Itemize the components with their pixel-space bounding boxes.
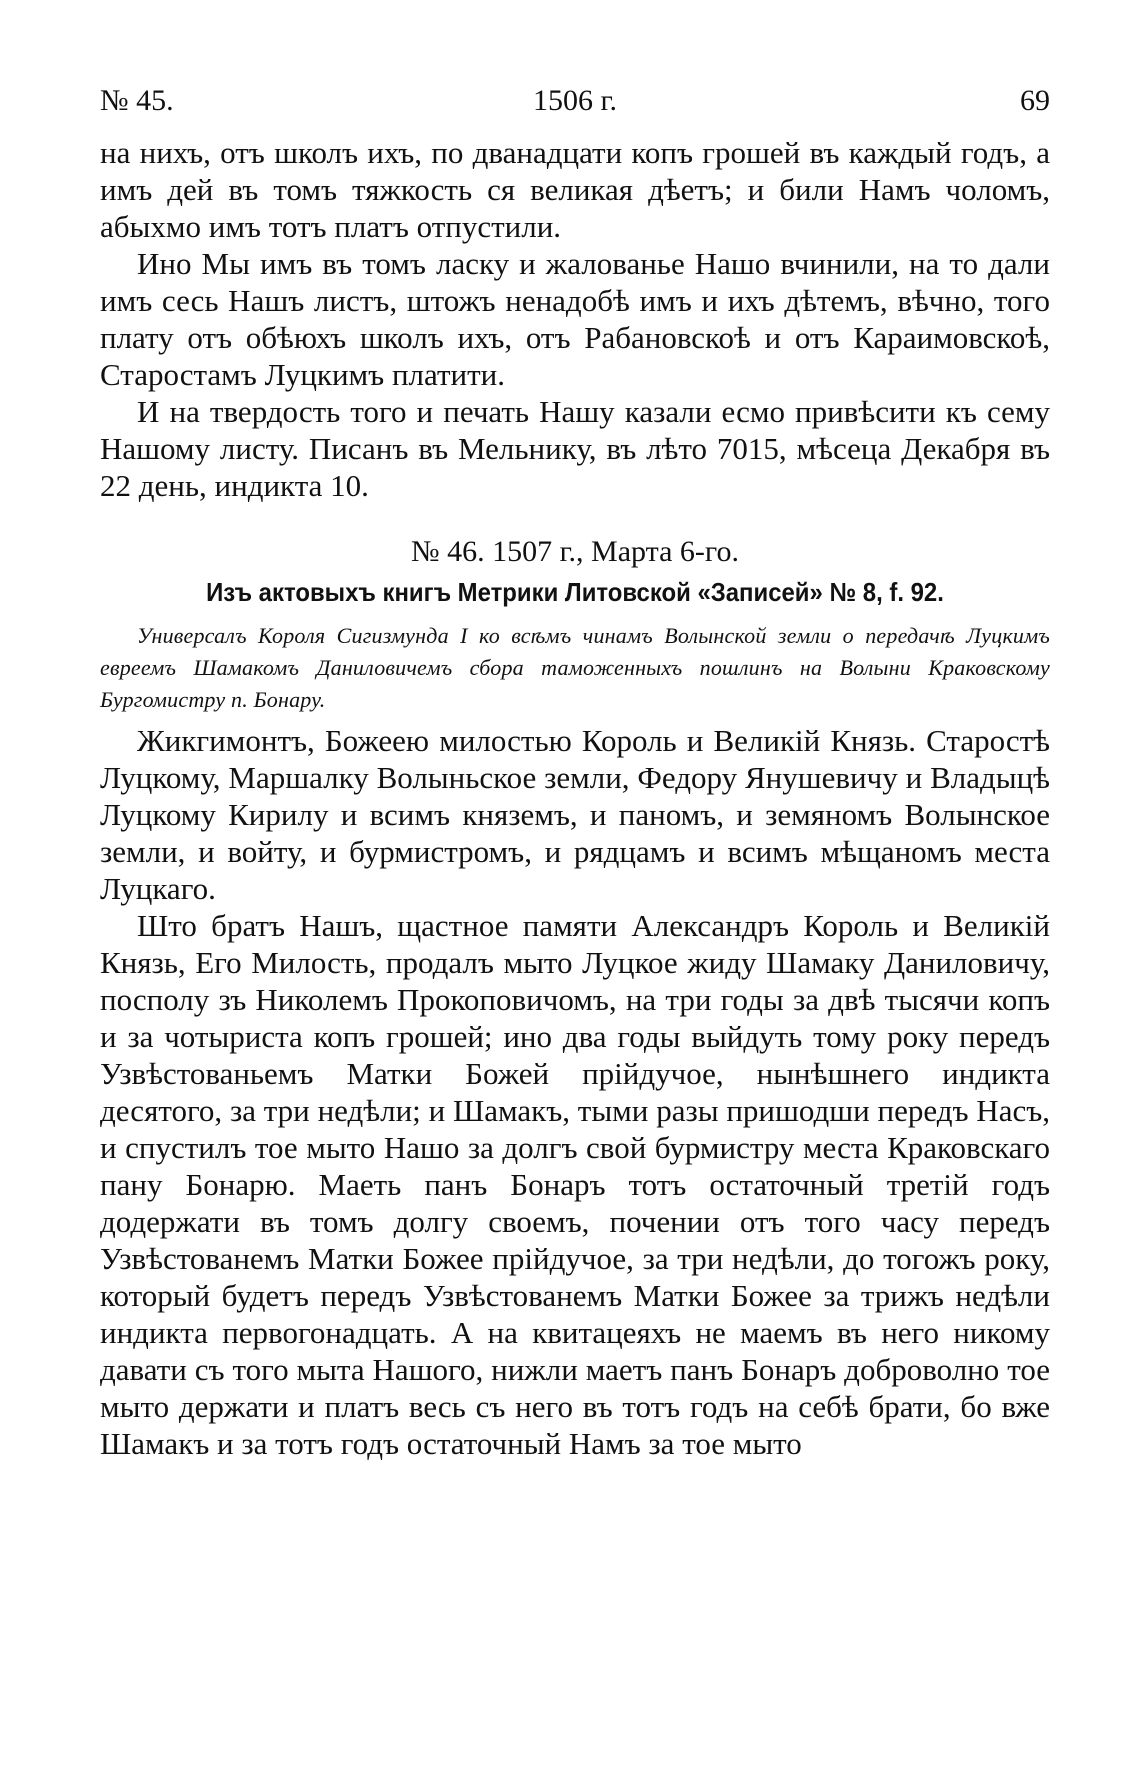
- header-page-number: 69: [1020, 84, 1050, 117]
- doc46-body: [100, 722, 1050, 1462]
- document-page: [100, 84, 1050, 1462]
- doc45-paragraph: на нихъ, отъ школъ ихъ, по дванадцати копъ грошей въ каждый годъ, а имъ дей въ томъ тяжкость ся великая дѣетъ; и били Намъ чоломъ, абыхмо имъ тотъ платъ отпустили.: [100, 135, 1050, 244]
- doc45-paragraph: Ино Мы имъ въ томъ ласку и жалованье Нашо вчинили, на то дали имъ сесь Нашъ листъ, штожъ ненадобѣ имъ и ихъ дѣтемъ, вѣчно, того плату отъ обѣюхъ школъ ихъ, отъ Рабановскоѣ и отъ Караимовскоѣ, Старостамъ Луцкимъ платити.: [100, 246, 1050, 392]
- doc46-paragraph: Што братъ Нашъ, щастное памяти Александръ Король и Великій Князь, Его Милость, продалъ мыто Луцкое жиду Шамаку Даниловичу, посполу зъ Николемъ Прокоповичомъ, на три годы за двѣ тысячи копъ и за чотыриста копъ грошей; ино два годы выйдуть тому року передъ Узвѣстованьемъ Матки Божей прійдучое, нынѣшнего индикта десятого, за три недѣли; и Шамакъ, тыми разы пришодши передъ Насъ, и спустилъ тое мыто Нашо за долгъ свой бурмистру места Краковскаго пану Бонарю. Маеть панъ Бонаръ тотъ остаточный третій годъ додержати въ томъ долгу своемъ, почении отъ того часу передъ Узвѣстованемъ Матки Божее прійдучое, за три недѣли, до тогожъ року, который будетъ передъ Узвѣстованемъ Матки Божее за трижъ недѣли индикта первогонадцать. А на квитацеяхъ не маемъ въ него никому давати съ того мыта Нашого, нижли маетъ панъ Бонаръ доброволно тое мыто держати и платъ весь съ него въ тотъ годъ на себѣ брати, бо вже Шамакъ и за тотъ годъ остаточный Намъ за тое мыто: [100, 908, 1050, 1461]
- doc46-heading: № 46. 1507 г., Марта 6-го.: [411, 535, 739, 568]
- running-header: [100, 84, 1050, 134]
- header-doc-number: № 45.: [100, 84, 174, 117]
- doc45-paragraph: И на твердость того и печать Нашу казали есмо привѣсити къ сему Нашому листу. Писанъ въ Мельнику, въ лѣто 7015, мѣсеца Декабря въ 22 день, индикта 10.: [100, 394, 1050, 503]
- doc46-summary: Универсалъ Короля Сигизмунда I ко всѣмъ чинамъ Волынской земли о передачѣ Луцкимъ евреемъ Шамакомъ Даниловичемъ сбора таможенныхъ пошлинъ на Волыни Краковскому Бургомистру п. Бонару.: [100, 623, 1050, 712]
- doc45-body: [100, 134, 1050, 504]
- doc46-paragraph: Жикгимонтъ, Божеею милостью Король и Великій Князь. Старостѣ Луцкому, Маршалку Волыньское земли, Федору Янушевичу и Владыцѣ Луцкому Кирилу и всимъ княземъ, и паномъ, и земяномъ Волынское земли, и войту, и бурмистромъ, и рядцамъ и всимъ мѣщаномъ места Луцкаго.: [100, 723, 1050, 906]
- header-year: 1506 г.: [533, 84, 617, 117]
- doc46-source: Изъ актовыхъ книгъ Метрики Литовской «Записей» № 8, f. 92.: [206, 577, 944, 607]
